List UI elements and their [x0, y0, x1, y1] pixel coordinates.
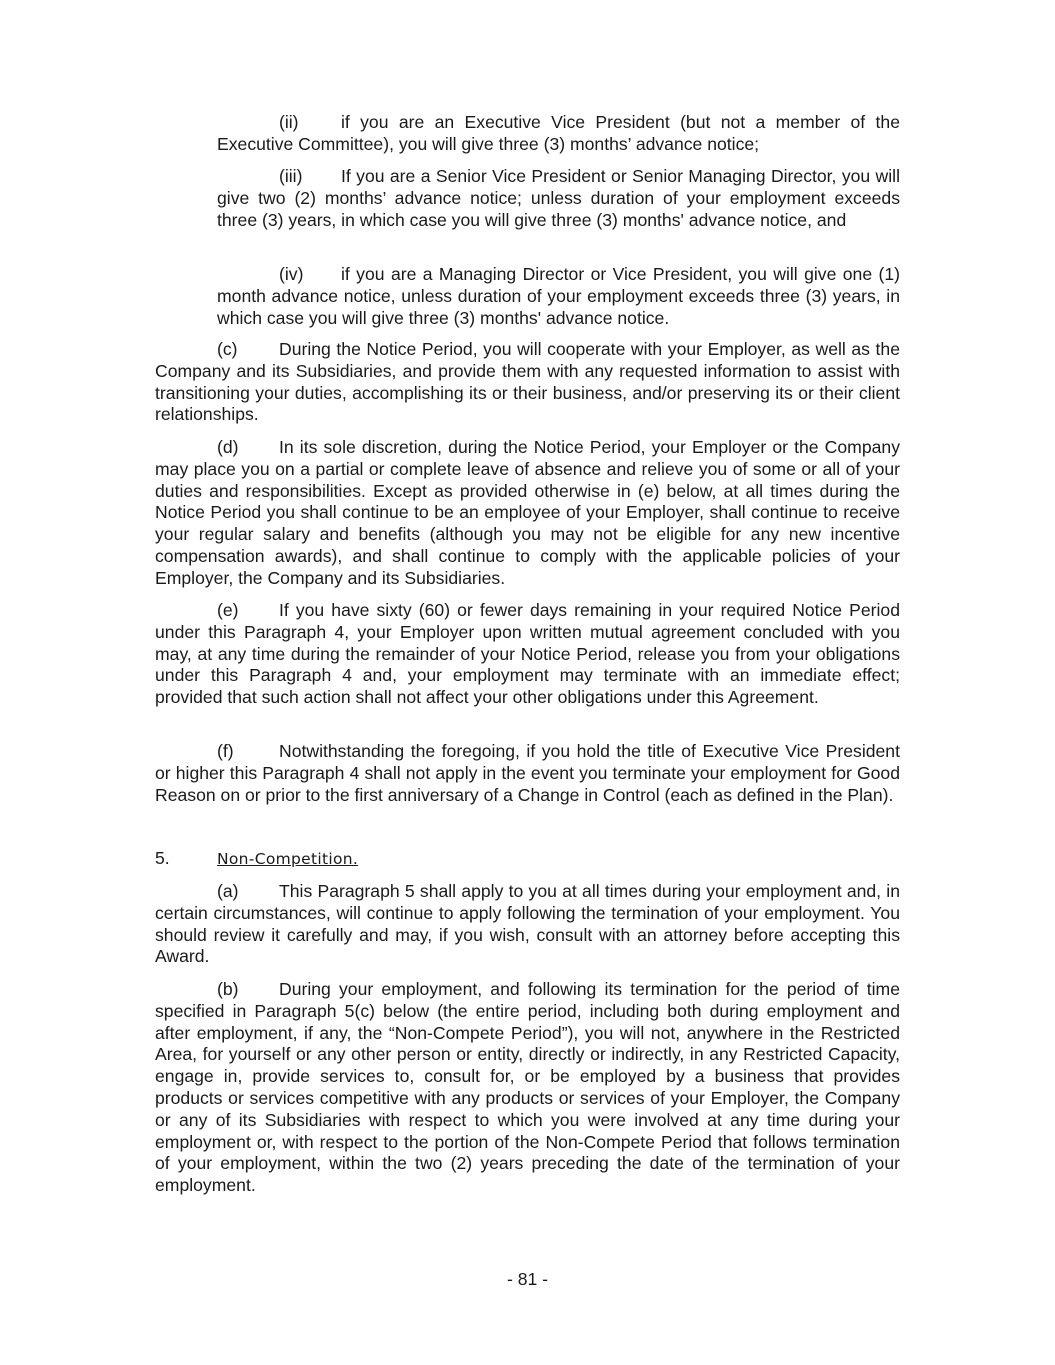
clause-marker: (c): [217, 339, 238, 359]
clause-marker: (iii): [279, 166, 303, 186]
section-number: 5.: [155, 848, 170, 868]
clause-text: If you are a Senior Vice President or Senior Managing Director, you will give two (2) months’ advance notice; unless duration of your employment exceeds three (3) years, in which case you will give three (3) months' advance notice, and: [217, 166, 900, 230]
clause-5a: [155, 881, 900, 968]
clause-text: During the Notice Period, you will cooperate with your Employer, as well as the Company and its Subsidiaries, and provide them with any requested information to assist with transitioning your duties, accomplishing its or their business, and/or preserving its or their client relationships.: [155, 339, 900, 425]
clause-text: if you are a Managing Director or Vice President, you will give one (1) month advance notice, unless duration of your employment exceeds three (3) years, in which case you will give three (3) months' advance notice.: [217, 264, 900, 328]
clause-text: if you are an Executive Vice President (but not a member of the Executive Committee), you will give three (3) months’ advance notice;: [217, 112, 900, 154]
clause-ii: [217, 112, 900, 156]
clause-marker: (f): [217, 741, 234, 761]
page-number: - 81 -: [506, 1269, 549, 1289]
clause-text: During your employment, and following its termination for the period of time specified in Paragraph 5(c) below (the entire period, including both during employment and after employment, if any, the “Non-Compete Period”), you will not, anywhere in the Restricted Area, for yourself or any other person or entity, directly or indirectly, in any Restricted Capacity, engage in, provide services to, consult for, or be employed by a business that provides products or services competitive with any products or services of your Employer, the Company or any of its Subsidiaries with respect to which you were involved at any time during your employment or, with respect to the portion of the Non-Compete Period that follows termination of your employment, within the two (2) years preceding the date of the termination of your employment.: [155, 979, 900, 1196]
clause-5b: [155, 979, 900, 1197]
clause-d: [155, 437, 900, 590]
clause-marker: (iv): [279, 264, 304, 284]
clause-text: Notwithstanding the foregoing, if you hold the title of Executive Vice President or higher this Paragraph 4 shall not apply in the event you terminate your employment for Good Reason on or prior to the first anniversary of a Change in Control (each as defined in the Plan).: [155, 741, 900, 805]
clause-marker: (e): [217, 600, 239, 620]
clause-f: [155, 741, 900, 806]
clause-marker: (d): [217, 437, 239, 457]
clause-marker: (a): [217, 881, 239, 901]
clause-marker: (b): [217, 979, 239, 999]
clause-text: This Paragraph 5 shall apply to you at all times during your employment and, in certain circumstances, will continue to apply following the termination of your employment. You should review it carefully and may, if you wish, consult with an attorney before accepting this Award.: [155, 881, 900, 967]
clause-e: [155, 600, 900, 709]
clause-iii: [217, 166, 900, 231]
clause-marker: (ii): [279, 112, 299, 132]
clause-text: If you have sixty (60) or fewer days remaining in your required Notice Period under this Paragraph 4, your Employer upon written mutual agreement concluded with you may, at any time during the remainder of your Notice Period, release you from your obligations under this Paragraph 4 and, your employment may terminate with an immediate effect; provided that such action shall not affect your other obligations under this Agreement.: [155, 600, 900, 708]
section-heading: [155, 848, 358, 871]
clause-c: [155, 339, 900, 426]
clause-text: In its sole discretion, during the Notice Period, your Employer or the Company may place you on a partial or complete leave of absence and relieve you of some or all of your duties and responsibilities. Except as provided otherwise in (e) below, at all times during the Notice Period you shall continue to be an employee of your Employer, shall continue to receive your regular salary and benefits (although you may not be eligible for any new incentive compensation awards), and shall continue to comply with the applicable policies of your Employer, the Company and its Subsidiaries.: [155, 437, 900, 588]
section-title: Non-Competition.: [217, 850, 359, 868]
clause-iv: [217, 264, 900, 329]
